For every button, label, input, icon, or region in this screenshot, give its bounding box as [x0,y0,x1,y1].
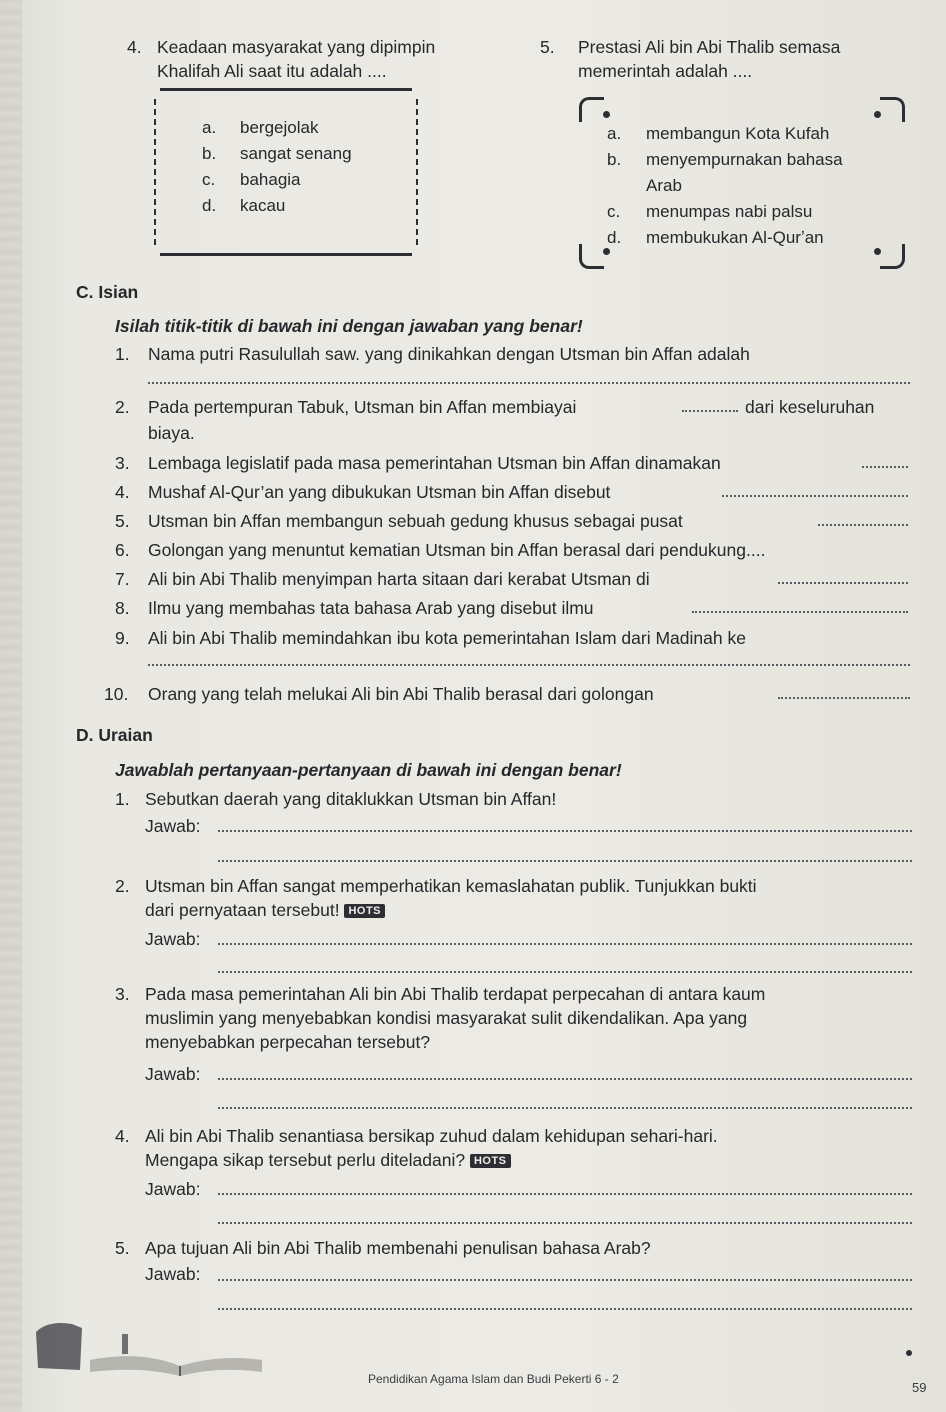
uraian-3-number: 3. [115,984,130,1004]
isian-1-answer-line[interactable] [148,382,910,384]
mc-q5-option-b-letter: b. [607,150,622,169]
uraian-2-line1: Utsman bin Affan sangat memperhatikan kemaslahatan publik. Tunjukkan bukti [145,876,757,896]
uraian-3-line2: muslimin yang menyebabkan kondisi masyarakat sulit dikendalikan. Apa yang [145,1008,748,1028]
footer-book-title: Pendidikan Agama Islam dan Budi Pekerti 6 - 2 [368,1372,619,1386]
uraian-3-answer-line-1[interactable] [218,1078,912,1080]
uraian-2-number: 2. [115,876,130,896]
isian-5-number: 5. [115,511,130,531]
uraian-1-answer-line-2[interactable] [218,860,912,862]
page-binding-shadow [0,0,22,1412]
uraian-5-line1: Apa tujuan Ali bin Abi Thalib membenahi penulisan bahasa Arab? [145,1238,651,1258]
uraian-4-answer-line-2[interactable] [218,1222,912,1224]
mc-q5-option-d-letter: d. [607,228,622,247]
isian-8-answer-line[interactable] [692,611,908,613]
isian-10-answer-line[interactable] [778,697,910,699]
mc-q4-option-d-letter: d. [202,196,217,215]
uraian-5-answer-label: Jawab: [145,1264,201,1284]
isian-4-text: Mushaf Al-Qur’an yang dibukukan Utsman bin Affan disebut [148,482,611,502]
isian-9-text: Ali bin Abi Thalib memindahkan ibu kota pemerintahan Islam dari Madinah ke [148,628,746,648]
uraian-4-answer-label: Jawab: [145,1179,201,1199]
isian-2-tail: dari keseluruhan [745,397,875,417]
uraian-3-answer-line-2[interactable] [218,1107,912,1109]
mc-q5-line1: Prestasi Ali bin Abi Thalib semasa [578,37,841,57]
mc-q5-option-a: membangun Kota Kufah [646,124,830,143]
isian-8-number: 8. [115,598,130,618]
isian-10-number: 10. [104,684,129,704]
mc-q4-option-c: bahagia [240,170,301,189]
uraian-3-line1: Pada masa pemerintahan Ali bin Abi Thalib terdapat perpecahan di antara kaum [145,984,766,1004]
isian-1-number: 1. [115,344,130,364]
hots-badge: HOTS [344,904,385,918]
uraian-1-line1: Sebutkan daerah yang ditaklukkan Utsman bin Affan! [145,789,557,809]
page-number: 59 [912,1380,927,1395]
section-c-instruction: Isilah titik-titik di bawah ini dengan jawaban yang benar! [115,316,583,336]
uraian-4-answer-line-1[interactable] [218,1193,912,1195]
uraian-4-line1: Ali bin Abi Thalib senantiasa bersikap zuhud dalam kehidupan sehari-hari. [145,1126,718,1146]
isian-2-answer-line[interactable] [682,410,738,412]
isian-1-text: Nama putri Rasulullah saw. yang dinikahkan dengan Utsman bin Affan adalah [148,344,750,364]
isian-7-answer-line[interactable] [778,582,908,584]
isian-7-number: 7. [115,569,130,589]
mc-q4-option-c-letter: c. [202,170,216,189]
uraian-4-number: 4. [115,1126,130,1146]
mc-q5-number: 5. [540,37,555,57]
uraian-2-answer-line-1[interactable] [218,943,912,945]
mc-q4-option-b-letter: b. [202,144,217,163]
uraian-5-answer-line-2[interactable] [218,1308,912,1310]
isian-5-answer-line[interactable] [818,524,908,526]
uraian-2-line2 [145,900,385,921]
isian-9-number: 9. [115,628,130,648]
mc-q5-option-c: menumpas nabi palsu [646,202,813,221]
uraian-3-answer-label: Jawab: [145,1064,201,1084]
isian-5-text: Utsman bin Affan membangun sebuah gedung khusus sebagai pusat [148,511,683,531]
mc-q5-option-a-letter: a. [607,124,622,143]
isian-7-text: Ali bin Abi Thalib menyimpan harta sitaan dari kerabat Utsman di [148,569,650,589]
section-d-heading: D. Uraian [76,725,153,745]
uraian-2-answer-label: Jawab: [145,929,201,949]
isian-3-text: Lembaga legislatif pada masa pemerintahan Utsman bin Affan dinamakan [148,453,721,473]
isian-4-number: 4. [115,482,130,502]
mc-q5-option-b: menyempurnakan bahasa [646,150,843,169]
mc-q4-number: 4. [127,37,142,57]
mc-q4-option-d: kacau [240,196,286,215]
uraian-4-line2-text: Mengapa sikap tersebut perlu diteladani? [145,1150,466,1170]
isian-3-number: 3. [115,453,130,473]
uraian-1-answer-line-1[interactable] [218,830,912,832]
mc-q4-line2: Khalifah Ali saat itu adalah .... [157,61,387,81]
open-book-icon [30,1310,270,1380]
mc-q5-option-d: membukukan Al-Qurʼan [646,228,824,247]
mc-q4-option-a: bergejolak [240,118,319,137]
isian-3-answer-line[interactable] [862,466,908,468]
isian-4-answer-line[interactable] [722,495,908,497]
mc-q4-option-a-letter: a. [202,118,217,137]
section-c-heading: C. Isian [76,282,139,302]
isian-10-text: Orang yang telah melukai Ali bin Abi Thalib berasal dari golongan [148,684,654,704]
mc-q5-option-b-cont: Arab [646,176,682,195]
isian-2-continuation: biaya. [148,423,195,443]
isian-6-text: Golongan yang menuntut kematian Utsman bin Affan berasal dari pendukung.... [148,540,766,560]
hots-badge: HOTS [470,1154,511,1168]
uraian-2-line2-text: dari pernyataan tersebut! [145,900,340,920]
isian-8-text: Ilmu yang membahas tata bahasa Arab yang disebut ilmu [148,598,594,618]
footer-dot [906,1350,912,1356]
isian-2-number: 2. [115,397,130,417]
uraian-1-answer-label: Jawab: [145,816,201,836]
mc-q4-line1: Keadaan masyarakat yang dipimpin [157,37,436,57]
uraian-5-answer-line-1[interactable] [218,1279,912,1281]
uraian-3-line3: menyebabkan perpecahan tersebut? [145,1032,431,1052]
uraian-1-number: 1. [115,789,130,809]
isian-6-number: 6. [115,540,130,560]
uraian-5-number: 5. [115,1238,130,1258]
mc-q5-option-c-letter: c. [607,202,621,221]
mc-q4-option-b: sangat senang [240,144,352,163]
mc-q5-line2: memerintah adalah .... [578,61,753,81]
isian-2-text: Pada pertempuran Tabuk, Utsman bin Affan membiayai [148,397,577,417]
uraian-2-answer-line-2[interactable] [218,971,912,973]
uraian-4-line2 [145,1150,511,1171]
section-d-instruction: Jawablah pertanyaan-pertanyaan di bawah ini dengan benar! [115,760,622,780]
isian-9-answer-line[interactable] [148,664,910,666]
